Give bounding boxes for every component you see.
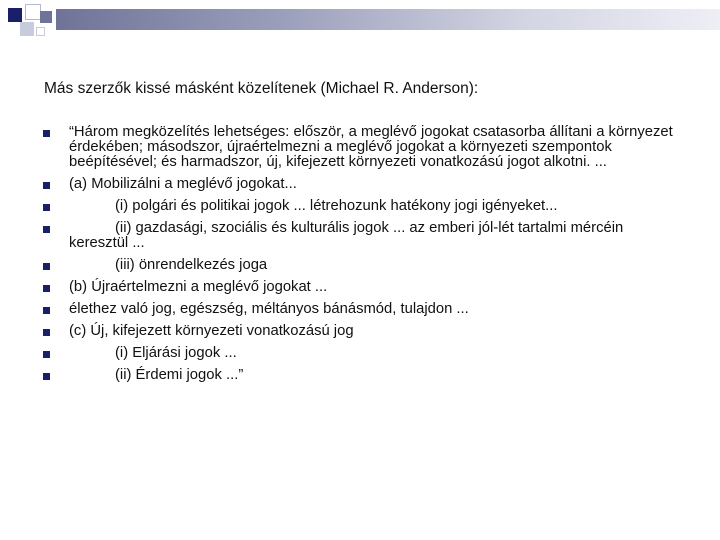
list-item [43,199,683,214]
decor-square-small [36,27,45,36]
square-bullet-icon [43,263,50,270]
list-item [43,280,683,295]
square-bullet-icon [43,373,50,380]
intro-text: Más szerzők kissé másként közelítenek (Michael R. Anderson): [44,80,479,97]
square-bullet-icon [43,182,50,189]
header-gradient-bar [56,9,720,30]
header-decoration [0,0,720,45]
decor-square-light [20,22,34,36]
decor-square-outline [25,4,41,20]
list-item [43,221,683,251]
list-item [43,324,683,339]
list-item [43,368,683,383]
square-bullet-icon [43,285,50,292]
list-item-text: élethez való jog, egészség, méltányos bánásmód, tulajdon ... [69,301,469,317]
list-item-text: (i) Eljárási jogok ... [115,345,237,361]
list-item [43,258,683,273]
list-item [43,177,683,192]
list-item-text: (b) Újraértelmezni a meglévő jogokat ... [69,279,328,295]
list-item-text: (ii) gazdasági, szociális és kulturális jogok ... az emberi jól-lét tartalmi mércéin keresztül ... [69,220,624,251]
list-item-text: “Három megközelítés lehetséges: először, a meglévő jogokat csatasorba állítani a környezet érdekében; másodszor, újraértelmezni a meglévő jogokat a környezeti szempontok beépítésével; és harmadszor, új, kifejezett környezeti vonatkozású jogot alkotni. ... [69,124,673,170]
list-item [43,302,683,317]
square-bullet-icon [43,130,50,137]
list-item [43,125,683,170]
list-item-text: (c) Új, kifejezett környezeti vonatkozású jog [69,323,354,339]
list-item-text: (i) polgári és politikai jogok ... létrehozunk hatékony jogi igényeket... [115,198,558,214]
list-item [43,346,683,361]
list-item-text: (a) Mobilizálni a meglévő jogokat... [69,176,297,192]
square-bullet-icon [43,226,50,233]
decor-square-dark [8,8,22,22]
list-item-text: (iii) önrendelkezés joga [115,257,268,273]
square-bullet-icon [43,351,50,358]
bullet-list [43,125,683,390]
square-bullet-icon [43,329,50,336]
decor-square-mid [40,11,52,23]
square-bullet-icon [43,204,50,211]
square-bullet-icon [43,307,50,314]
list-item-text: (ii) Érdemi jogok ...” [115,367,244,383]
